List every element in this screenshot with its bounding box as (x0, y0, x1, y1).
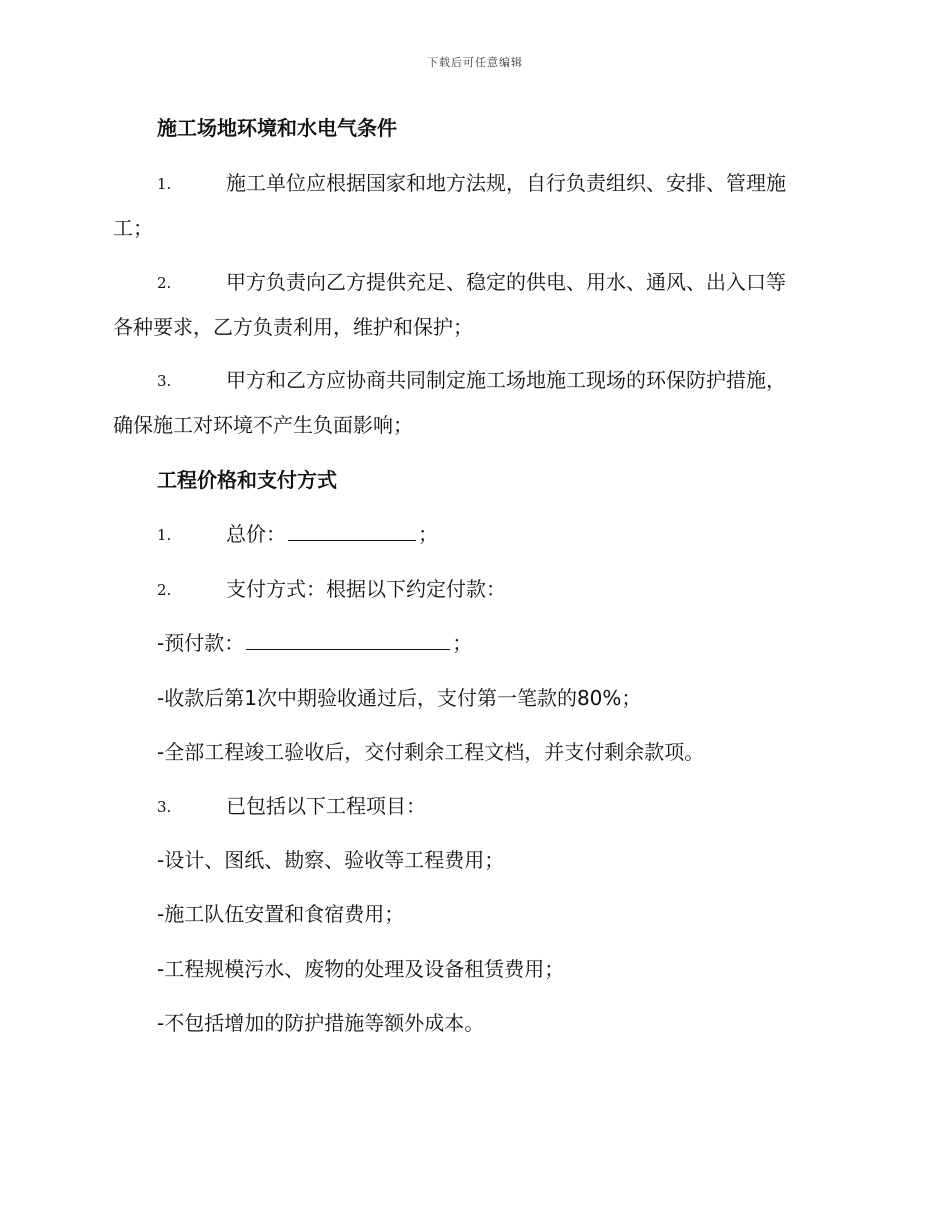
item-text: 甲方和乙方应协商共同制定施工场地施工现场的环保防护措施， (226, 368, 786, 392)
included-item: -施工队伍安置和食宿费用； (157, 902, 405, 926)
item-text: 施工单位应根据国家和地方法规，自行负责组织、安排、管理施 (226, 171, 786, 195)
payment-method-text: 支付方式：根据以下约定付款： (226, 577, 506, 601)
item-number: 3. (157, 372, 172, 390)
included-item: -不包括增加的防护措施等额外成本。 (157, 1011, 485, 1035)
total-price-label: 总价： (226, 522, 286, 546)
prepayment-line (157, 629, 472, 657)
item-text-continued: 各种要求，乙方负责利用，维护和保护； (113, 315, 473, 339)
prepayment-label: -预付款： (157, 631, 245, 655)
item-number: 2. (157, 274, 172, 292)
page-header-note: 下载后可任意编辑 (427, 56, 523, 69)
item-number: 1. (157, 175, 172, 193)
total-price-suffix: ； (418, 522, 438, 546)
item-text-continued: 确保施工对环境不产生负面影响； (113, 413, 413, 437)
included-items-text: 已包括以下工程项目： (226, 794, 426, 818)
midterm-payment-text: -收款后第1次中期验收通过后，支付第一笔款的80%； (157, 686, 642, 710)
section-title-site-conditions: 施工场地环境和水电气条件 (157, 116, 397, 140)
section-title-price-payment: 工程价格和支付方式 (157, 468, 337, 492)
item-text: 甲方负责向乙方提供充足、稳定的供电、用水、通风、出入口等 (226, 270, 786, 294)
prepayment-suffix: ； (452, 631, 473, 655)
total-price-blank[interactable] (288, 522, 416, 541)
item-text-continued: 工； (113, 216, 153, 240)
item-number: 3. (157, 798, 172, 816)
prepayment-blank[interactable] (246, 631, 450, 650)
included-item: -设计、图纸、勘察、验收等工程费用； (157, 848, 505, 872)
final-payment-text: -全部工程竣工验收后，交付剩余工程文档，并支付剩余款项。 (157, 740, 705, 764)
included-item: -工程规模污水、废物的处理及设备租赁费用； (157, 957, 565, 981)
total-price-line (226, 520, 438, 548)
item-number: 2. (157, 581, 172, 599)
item-number: 1. (157, 526, 172, 544)
